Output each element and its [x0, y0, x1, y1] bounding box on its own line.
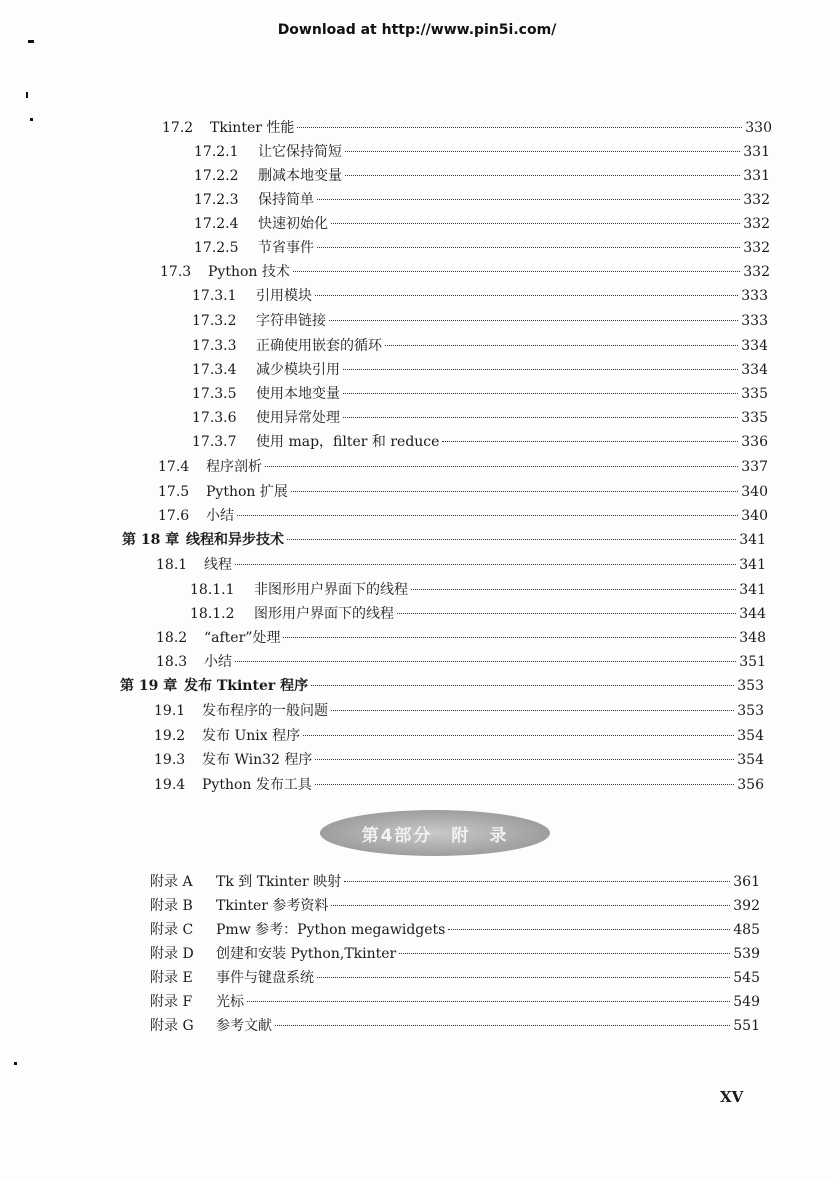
toc-entry: [160, 262, 770, 282]
toc-entry: [190, 580, 766, 600]
part-heading-label: 第4部分 附 录: [361, 825, 509, 846]
toc-number: 17.5: [158, 484, 190, 500]
toc-number: 附录 C: [150, 922, 194, 938]
leader-dots: [291, 491, 738, 492]
toc-page: 332: [743, 240, 770, 256]
leader-dots: [235, 661, 736, 662]
leader-dots: [247, 1001, 730, 1002]
leader-dots: [331, 905, 730, 906]
leader-dots: [331, 223, 740, 224]
toc-page: 545: [733, 970, 760, 986]
toc-entry: [192, 311, 768, 331]
toc-number: 第 19 章: [120, 678, 178, 694]
toc-entry: [192, 384, 768, 404]
toc-title: 引用模块: [256, 288, 312, 304]
toc-entry: [154, 726, 764, 746]
toc-number: 17.3.6: [192, 410, 237, 426]
toc-title: 减少模块引用: [256, 362, 340, 378]
leader-dots: [287, 539, 736, 540]
toc-entry: [194, 142, 770, 162]
scan-mark: [30, 118, 33, 121]
leader-dots: [331, 710, 734, 711]
toc-number: 附录 D: [150, 946, 194, 962]
toc-title: 使用 map，filter 和 reduce: [256, 434, 440, 450]
toc-page: 354: [737, 728, 764, 744]
toc-number: 19.4: [154, 777, 186, 793]
toc-title: 正确使用嵌套的循环: [256, 338, 382, 354]
toc-title: 快速初始化: [258, 216, 328, 232]
leader-dots: [343, 393, 738, 394]
leader-dots: [343, 417, 738, 418]
toc-entry: [156, 652, 766, 672]
leader-dots: [311, 685, 734, 686]
leader-dots: [315, 759, 734, 760]
toc-page: 334: [741, 362, 768, 378]
toc-page: 485: [733, 922, 760, 938]
toc-page: 335: [741, 386, 768, 402]
toc-chapter-entry: [120, 676, 764, 696]
toc-title: Python 扩展: [206, 484, 288, 500]
toc-number: 附录 A: [150, 874, 193, 890]
leader-dots: [265, 466, 738, 467]
leader-dots: [235, 564, 736, 565]
leader-dots: [343, 369, 738, 370]
toc-number: 18.3: [156, 654, 188, 670]
toc-title: 图形用户界面下的线程: [254, 606, 394, 622]
scan-mark: [14, 1062, 17, 1065]
toc-number: 17.3.7: [192, 434, 237, 450]
toc-title: 保持简单: [258, 192, 314, 208]
leader-dots: [344, 881, 730, 882]
appendix-entry: [150, 896, 760, 916]
toc-title: 事件与键盘系统: [216, 970, 314, 986]
toc-title: 程序剖析: [206, 459, 262, 475]
toc-page: 356: [737, 777, 764, 793]
toc-entry: [190, 604, 766, 624]
toc-number: 附录 F: [150, 994, 193, 1010]
leader-dots: [237, 515, 738, 516]
toc-number: 17.6: [158, 508, 190, 524]
toc-number: 附录 E: [150, 970, 193, 986]
leader-dots: [399, 953, 730, 954]
toc-page: 354: [737, 752, 764, 768]
toc-entry: [192, 360, 768, 380]
toc-number: 18.1.2: [190, 606, 235, 622]
leader-dots: [315, 295, 738, 296]
toc-page: 392: [733, 898, 760, 914]
toc-number: 17.4: [158, 459, 190, 475]
scan-mark: [26, 92, 28, 98]
appendix-entry: [150, 872, 760, 892]
toc-page: 332: [743, 192, 770, 208]
appendix-entry: [150, 920, 760, 940]
toc-number: 18.2: [156, 630, 188, 646]
toc-page: 340: [741, 484, 768, 500]
toc-number: 18.1.1: [190, 582, 235, 598]
toc-page: 344: [739, 606, 766, 622]
toc-entry: [192, 286, 768, 306]
toc-title: 字符串链接: [256, 313, 326, 329]
scan-mark: [28, 40, 34, 43]
toc-title: 发布 Win32 程序: [202, 752, 313, 768]
download-banner: Download at http://www.pin5i.com/: [277, 22, 557, 38]
toc-entry: [194, 238, 770, 258]
toc-title: 小结: [206, 508, 234, 524]
toc-page: 335: [741, 410, 768, 426]
toc-number: 17.2.5: [194, 240, 239, 256]
toc-entry: [192, 408, 768, 428]
toc-title: Python 发布工具: [202, 777, 312, 793]
leader-dots: [345, 151, 740, 152]
toc-title: 非图形用户界面下的线程: [254, 582, 408, 598]
toc-title: 创建和安装 Python,Tkinter: [216, 946, 397, 962]
toc-title: 线程和异步技术: [186, 532, 284, 548]
leader-dots: [329, 320, 738, 321]
leader-dots: [293, 271, 740, 272]
leader-dots: [317, 247, 740, 248]
toc-page: 551: [733, 1018, 760, 1034]
toc-page: 341: [739, 532, 766, 548]
toc-number: 第 18 章: [122, 532, 180, 548]
toc-page: 332: [743, 264, 770, 280]
appendix-entry: [150, 968, 760, 988]
toc-number: 17.3: [160, 264, 192, 280]
toc-title: Tk 到 Tkinter 映射: [216, 874, 342, 890]
leader-dots: [345, 175, 740, 176]
toc-number: 17.3.4: [192, 362, 237, 378]
toc-page: 351: [739, 654, 766, 670]
leader-dots: [385, 345, 738, 346]
toc-title: 小结: [204, 654, 232, 670]
toc-title: 让它保持简短: [258, 144, 342, 160]
leader-dots: [303, 735, 734, 736]
toc-page: 549: [733, 994, 760, 1010]
toc-page: 341: [739, 557, 766, 573]
leader-dots: [297, 127, 742, 128]
toc-number: 附录 B: [150, 898, 193, 914]
toc-entry: [194, 214, 770, 234]
toc-entry: [194, 190, 770, 210]
toc-page: 353: [737, 678, 764, 694]
appendix-entry: [150, 1016, 760, 1036]
toc-title: Python 技术: [208, 264, 290, 280]
toc-title: Tkinter 性能: [210, 120, 295, 136]
toc-title: “after”处理: [204, 630, 281, 646]
part-heading: [320, 810, 550, 856]
toc-number: 17.2.2: [194, 168, 239, 184]
toc-page: 337: [741, 459, 768, 475]
toc-chapter-entry: [122, 530, 766, 550]
page-folio: XV: [720, 1088, 744, 1106]
toc-number: 19.3: [154, 752, 186, 768]
toc-number: 19.1: [154, 703, 186, 719]
toc-number: 17.2: [162, 120, 194, 136]
toc-title: 光标: [216, 994, 244, 1010]
toc-page: 348: [739, 630, 766, 646]
toc-title: Pmw 参考：Python megawidgets: [216, 922, 446, 938]
toc-page: 331: [743, 168, 770, 184]
leader-dots: [317, 977, 730, 978]
toc-entry: [158, 482, 768, 502]
toc-number: 18.1: [156, 557, 188, 573]
toc-page: 333: [741, 288, 768, 304]
toc-page: 340: [741, 508, 768, 524]
toc-entry: [156, 555, 766, 575]
toc-number: 17.2.4: [194, 216, 239, 232]
toc-page: 330: [745, 120, 772, 136]
appendix-entry: [150, 992, 760, 1012]
toc-title: 发布 Tkinter 程序: [184, 678, 309, 694]
toc-page: 361: [733, 874, 760, 890]
toc-entry: [192, 432, 768, 452]
toc-page: 333: [741, 313, 768, 329]
toc-entry: [154, 775, 764, 795]
toc-title: 节省事件: [258, 240, 314, 256]
toc-title: 参考文献: [216, 1018, 272, 1034]
leader-dots: [283, 637, 736, 638]
leader-dots: [317, 199, 740, 200]
leader-dots: [448, 929, 730, 930]
toc-title: 使用异常处理: [256, 410, 340, 426]
toc-number: 17.3.1: [192, 288, 237, 304]
toc-number: 17.3.5: [192, 386, 237, 402]
toc-page: 336: [741, 434, 768, 450]
toc-page: 539: [733, 946, 760, 962]
toc-entry: [158, 506, 768, 526]
toc-number: 19.2: [154, 728, 186, 744]
leader-dots: [442, 441, 738, 442]
toc-entry: [158, 457, 768, 477]
leader-dots: [397, 613, 736, 614]
toc-entry: [194, 166, 770, 186]
toc-entry: [154, 701, 764, 721]
appendix-entry: [150, 944, 760, 964]
toc-page: 332: [743, 216, 770, 232]
leader-dots: [275, 1025, 730, 1026]
toc-number: 17.2.3: [194, 192, 239, 208]
toc-title: 发布 Unix 程序: [202, 728, 301, 744]
toc-page: 353: [737, 703, 764, 719]
toc-number: 17.3.3: [192, 338, 237, 354]
toc-title: Tkinter 参考资料: [216, 898, 329, 914]
toc-page: 331: [743, 144, 770, 160]
leader-dots: [411, 589, 736, 590]
toc-entry: [192, 336, 768, 356]
toc-entry: [154, 750, 764, 770]
toc-number: 附录 G: [150, 1018, 194, 1034]
toc-page: 334: [741, 338, 768, 354]
toc-title: 使用本地变量: [256, 386, 340, 402]
toc-number: 17.3.2: [192, 313, 237, 329]
toc-entry: [162, 118, 772, 138]
toc-page: 341: [739, 582, 766, 598]
leader-dots: [315, 784, 734, 785]
toc-title: 删减本地变量: [258, 168, 342, 184]
toc-entry: [156, 628, 766, 648]
toc-number: 17.2.1: [194, 144, 239, 160]
toc-title: 发布程序的一般问题: [202, 703, 328, 719]
toc-title: 线程: [204, 557, 232, 573]
